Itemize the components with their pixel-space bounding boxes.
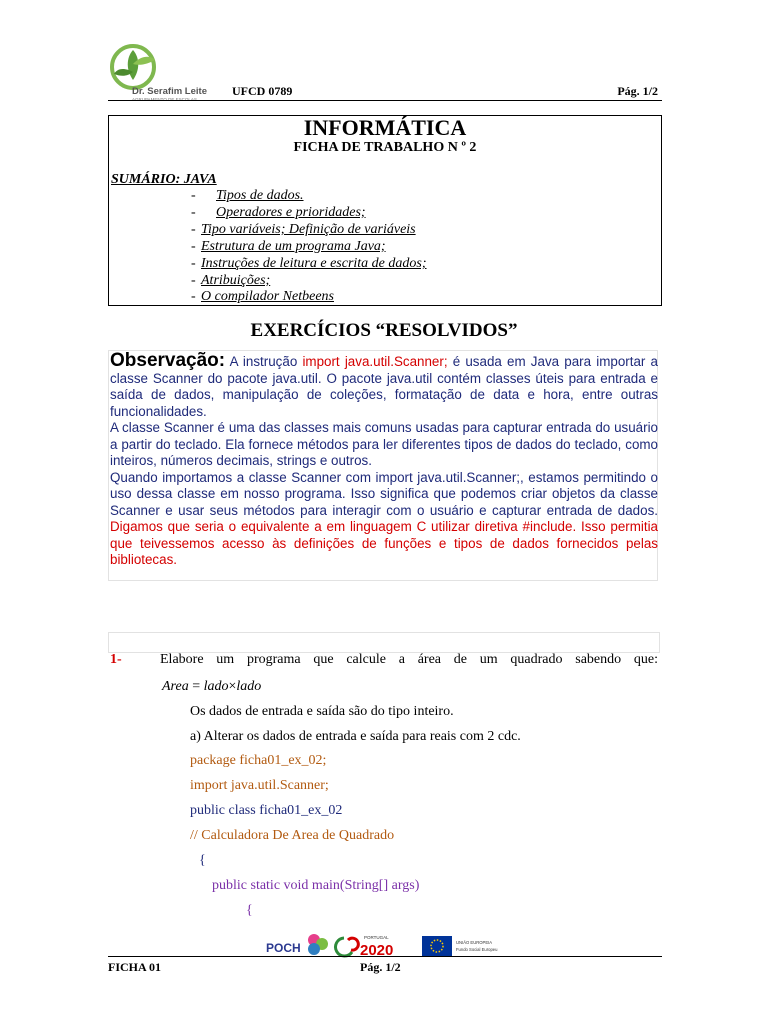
area-formula: Area = lado×lado [162,679,262,694]
code-line: import java.util.Scanner; [190,778,329,793]
logo-subtext: AGRUPAMENTO DE ESCOLAS [132,97,197,102]
topic-item: - Instruções de leitura e escrita de dados; [191,256,427,271]
exercise-note: a) Alterar os dados de entrada e saída para reais com 2 cdc. [190,729,521,744]
observation-text [110,350,658,569]
observation-label: Observação: [110,350,226,371]
exercises-title: EXERCÍCIOS “RESOLVIDOS” [250,320,518,341]
code-line: { [199,853,206,868]
summary-box [108,115,662,306]
eu-flag-logo [422,936,498,956]
topic-item: - O compilador Netbeens [191,289,334,304]
code-line: { [246,903,253,918]
svg-text:2020: 2020 [360,942,394,959]
footer-rule [108,956,662,957]
svg-text:Fundo Social Europeu: Fundo Social Europeu [456,947,498,952]
header-rule [108,100,662,101]
document-subtitle: FICHA DE TRABALHO N º 2 [293,140,477,155]
svg-text:POCH: POCH [266,941,301,955]
code-line: public class ficha01_ex_02 [190,803,343,818]
ufcd-code: UFCD 0789 [232,84,293,98]
observation-paragraph-1: Observação: A instrução import java.util.Scanner; é usada em Java para importar a classe Scanner do pacote java.util. O pacote java.util contém classes úteis para entrada e saída de dados, manipulação de coleções, formatação de data e hora, entre outras funcionalidades. [110,350,658,419]
exercise-note: Os dados de entrada e saída são do tipo inteiro. [190,704,454,719]
topic-item: - Tipo variáveis; Definição de variáveis [191,222,416,237]
footer-page-number: Pág. 1/2 [360,960,401,974]
observation-highlight: Digamos que seria o equivalente a em linguagem C utilizar diretiva #include. Isso permitia que teivessemos acesso às definições de funções e tipos de dados fornecidos pelas bibliotecas. [110,519,658,567]
topic-item: - Estrutura de um programa Java; [191,239,386,254]
poch-logo [266,934,328,955]
footer-sheet-label: FICHA 01 [108,960,162,974]
logo-name: Dr. Serafim Leite [132,86,207,97]
document-title: INFORMÁTICA [303,115,467,140]
code-comment: // Calculadora De Area de Quadrado [190,828,395,843]
import-statement: import java.util.Scanner; [302,354,448,369]
exercise-number: 1- [110,652,122,667]
header-page-number: Pág. 1/2 [617,84,658,98]
topic-item: - Operadores e prioridades; [191,205,366,220]
svg-text:UNIÃO EUROPEIA: UNIÃO EUROPEIA [456,940,493,945]
code-line: package ficha01_ex_02; [190,753,327,768]
topic-item: - Tipos de dados. [191,188,304,203]
topic-item: - Atribuições; [191,273,271,288]
svg-text:PORTUGAL: PORTUGAL [364,935,389,940]
empty-box [108,632,660,653]
school-logo [108,40,223,102]
observation-paragraph-2: A classe Scanner é uma das classes mais comuns usadas para capturar entrada do usuário a partir do teclado. Ela fornece métodos para ler diferentes tipos de dados do teclado, como inteiros, números decimais, strings e outros. [110,420,658,468]
summary-label: SUMÁRIO: JAVA [111,172,217,187]
code-line: public static void main(String[] args) [212,878,420,893]
exercise-statement: Elabore um programa que calcule a área de um quadrado sabendo que: [160,652,658,667]
observation-paragraph-3: Quando importamos a classe Scanner com import java.util.Scanner;, estamos permitindo o uso dessa classe em nosso programa. Isso significa que podemos criar objetos da classe Scanner e usar seus métodos para interagir com o usuário e capturar entrada de dados. Digamos que seria o equivalente a em linguagem C utilizar diretiva #include. Isso permitia que teivessemos acesso às definições de funções e tipos de dados fornecidos pelas bibliotecas. [110,469,658,567]
